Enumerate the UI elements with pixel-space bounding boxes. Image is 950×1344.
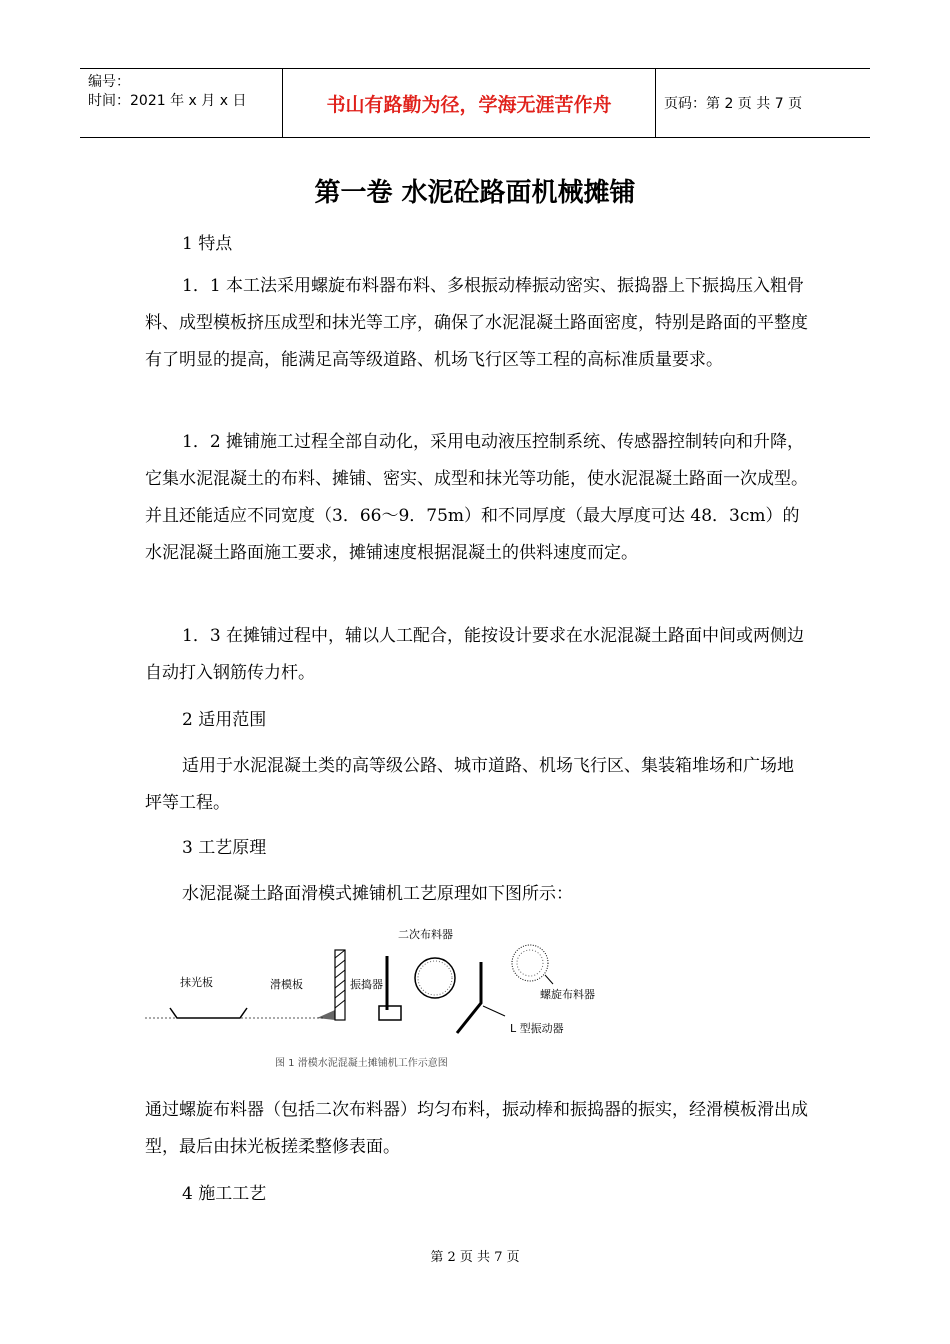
section-heading-1: 1 特点 — [182, 234, 233, 254]
l-vibrator-shape — [457, 962, 481, 1033]
paragraph-1-3: 1．3 在摊铺过程中，辅以人工配合，能按设计要求在水泥混凝土路面中间或两侧边自动打入钢筋传力杆。 — [145, 626, 805, 683]
label-slipform: 滑模板 — [270, 978, 303, 991]
header-meta — [80, 69, 282, 137]
document-title: 第一卷 水泥砼路面机械摊铺 — [314, 178, 636, 208]
paragraph-1-1: 1．1 本工法采用螺旋布料器布料、多根振动棒振动密实、振捣器上下振捣压入粗骨料、成型模板挤压成型和抹光等工序，确保了水泥混凝土路面密度，特别是路面的平整度有了明显的提高，能满足高等级道路、机场飞行区等工程的高标准质量要求。 — [145, 276, 808, 370]
time-label: 时间：2021 年 x 月 x 日 — [88, 93, 247, 109]
section-heading-4: 4 施工工艺 — [182, 1184, 267, 1204]
process-figure — [145, 918, 625, 1078]
slipform-shape — [317, 950, 345, 1020]
trowel-plate-shape — [170, 1008, 247, 1018]
page-header — [80, 68, 870, 138]
paragraph-1-2: 1．2 摊铺施工过程全部自动化，采用电动液压控制系统、传感器控制转向和升降，它集水泥混凝土的布料、摊铺、密实、成型和抹光等功能，使水泥混凝土路面一次成型。并且还能适应不同宽度（3．66～9．75m）和不同厚度（最大厚度可达 48．3cm）的水泥混凝土路面施工要求，摊铺速度根据混凝土的供料速度而定。 — [145, 432, 808, 563]
label-spiral-distributor: 螺旋布料器 — [540, 988, 595, 1001]
process-diagram — [145, 918, 625, 1078]
number-label: 编号： — [88, 74, 130, 90]
section-heading-2: 2 适用范围 — [182, 710, 267, 730]
paragraph-3-explanation: 通过螺旋布料器（包括二次布料器）均匀布料，振动棒和振捣器的振实，经滑模板滑出成型，最后由抹光板搓柔整修表面。 — [145, 1100, 808, 1157]
page-footer: 第 2 页 共 7 页 — [430, 1250, 520, 1265]
paragraph-3-intro: 水泥混凝土路面滑模式摊铺机工艺原理如下图所示： — [182, 884, 573, 904]
label-secondary-distributor: 二次布料器 — [398, 928, 453, 941]
header-page-info: 页码：第 2 页 共 7 页 — [664, 96, 803, 112]
figure-caption: 图 1 滑模水泥混凝土摊铺机工作示意图 — [275, 1058, 448, 1069]
secondary-distributor-shape — [415, 958, 455, 998]
paragraph-2: 适用于水泥混凝土类的高等级公路、城市道路、机场飞行区、集装箱堆场和广场地坪等工程。 — [145, 756, 794, 813]
label-l-vibrator: L 型振动器 — [510, 1022, 564, 1035]
label-tamper: 振捣器 — [350, 978, 383, 991]
section-heading-3: 3 工艺原理 — [182, 838, 267, 858]
header-slogan: 书山有路勤为径，学海无涯苦作舟 — [282, 69, 656, 137]
label-trowel: 抹光板 — [180, 976, 213, 989]
